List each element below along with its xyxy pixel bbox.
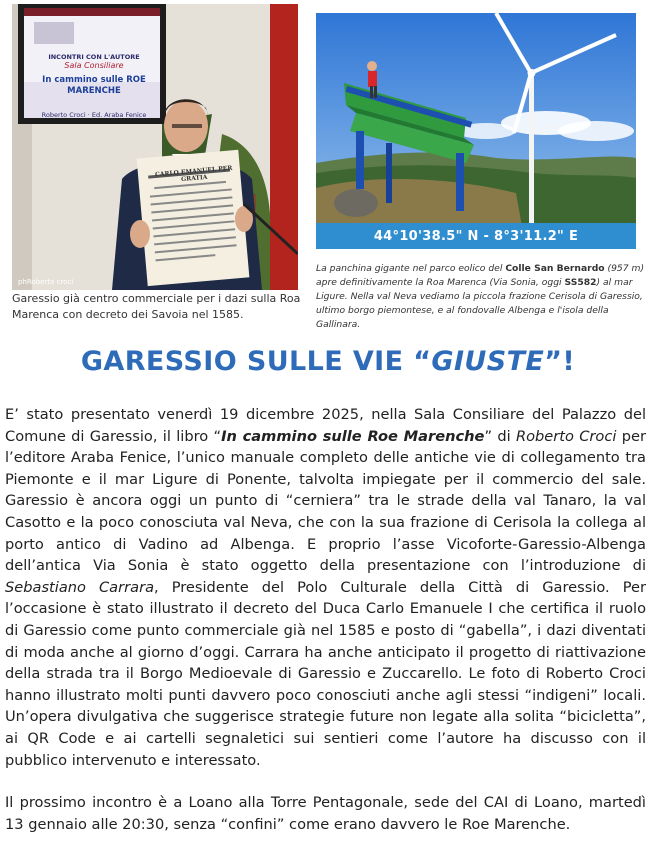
article-paragraph-1	[5, 404, 646, 771]
caption2-road: SS582	[564, 277, 597, 288]
p1-text-a: E’ stato presentato venerdì 19 dicembre 2025, nella Sala Consiliare del Palazzo del Comune di Garessio, il libro “	[5, 406, 646, 445]
photo-credit: phRoberto croci	[18, 278, 74, 286]
caption2-text-2: (957 m) apre definitivamente la Roa Marenca (Via Sonia, oggi	[316, 263, 645, 288]
decree-heading: CARLO EMANUEL PER GRATIA	[154, 164, 233, 184]
bench-photo-drawing	[316, 13, 636, 249]
article-headline	[0, 346, 656, 377]
tv-book-title: In cammino sulle ROE MARENCHE	[42, 75, 146, 96]
headline-emphasis: GIUSTE	[431, 346, 545, 377]
p1-text-c: per l’editore Araba Fenice, l’unico manuale completo delle antiche vie di collegamento tra Piemonte e il mar Ligure di Ponente, talvolta impiegate per il commercio del sale. Garessio è ancora oggi un punto di “cerniera” tra le strade della val Tanaro, la val Casotto e la poco conosciuta val Neva, che con la sua frazione di Cerisola la collega al porto antico di Vadino ad Albenga. E proprio l’asse Vicoforte-Garessio-Albenga dell’antica Via Sonia è stato oggetto della presentazione con l’introduzione di	[5, 427, 646, 575]
coordinates-banner: 44°10'38.5" N - 8°3'11.2" E	[316, 223, 636, 249]
caption2-place: Colle San Bernardo	[505, 263, 605, 274]
caption2-text-1: La panchina gigante nel parco eolico del	[316, 263, 506, 274]
headline-suffix: ”!	[544, 346, 576, 377]
p1-text-b: ” di	[484, 427, 516, 445]
book-title: In cammino sulle Roe Marenche	[221, 427, 485, 445]
article-paragraph-2: Il prossimo incontro è a Loano alla Torre Pentagonale, sede del CAI di Loano, martedì 13 gennaio alle 20:30, senza “confini” come erano davvero le Roe Marenche.	[5, 794, 646, 833]
tv-authors: Roberto Croci · Ed. Araba Fenice	[41, 111, 147, 119]
tv-screen-text	[29, 13, 159, 119]
author-name: Roberto Croci	[515, 427, 617, 445]
article-body	[5, 404, 646, 835]
tv-title: INCONTRI CON L'AUTORE	[48, 53, 140, 61]
bench-photo	[316, 13, 636, 249]
caption2-text-3: ) al mar Ligure. Nella val Neva vediamo la piccola frazione Cerisola di Garessio, ultimo borgo piemontese, e al fondovalle Albenga e l'isola della Gallinara.	[316, 277, 643, 330]
headline-prefix: GARESSIO SULLE VIE “	[80, 346, 432, 377]
photo2-caption	[316, 262, 646, 332]
p1-text-d: , Presidente del Polo Culturale della Città di Garessio. Per l’occasione è stato illustrato il decreto del Duca Carlo Emanuele I che certifica il ruolo di Garessio come punto commerciale già nel 1585 e posto di “gabella”, i dazi diventati di moda anche al giorno d’oggi. Carrara ha anche anticipato il progetto di riattivazione della strada tra il Borgo Medioevale di Garessio e Zuccarello. Le foto di Roberto Croci hanno illustrato molti punti davvero poco conosciuti anche agli stessi “indigeni” locali. Un’opera divulgativa che suggerisce strategie future non legate alla solita “bicicletta”, ai QR Code e ai cartelli segnaletici sui sentieri come l’autore ha discusso con il pubblico intervenuto e interessato.	[5, 578, 646, 769]
presentation-photo	[12, 4, 298, 290]
photo1-caption: Garessio già centro commerciale per i dazi sulla Roa Marenca con decreto dei Savoia nel 1585.	[12, 292, 301, 321]
president-name: Sebastiano Carrara	[5, 578, 155, 596]
tv-room: Sala Consiliare	[64, 61, 124, 70]
